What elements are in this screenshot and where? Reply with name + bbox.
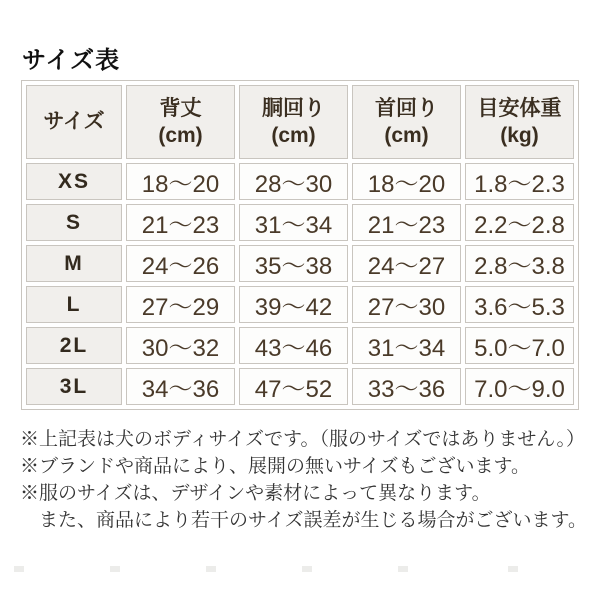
neck-value: 24〜27 <box>352 245 461 282</box>
weight-value: 2.2〜2.8 <box>465 204 574 241</box>
back-length-value: 34〜36 <box>126 368 235 405</box>
neck-value: 18〜20 <box>352 163 461 200</box>
table-row-2l <box>26 327 574 364</box>
thumbnail-edge-mark <box>206 566 216 572</box>
footnote-line: ※服のサイズは、デザインや素材によって異なります。 <box>20 483 491 504</box>
col-header-neck: 首回り (cm) <box>352 85 461 159</box>
table-row-l <box>26 286 574 323</box>
footnote-line: また、商品により若干のサイズ誤差が生じる場合がございます。 <box>20 510 587 531</box>
size-label: M <box>26 245 122 282</box>
neck-value: 33〜36 <box>352 368 461 405</box>
cropped-thumbnail-strip <box>0 566 600 574</box>
col-header-size <box>26 85 122 159</box>
neck-value: 27〜30 <box>352 286 461 323</box>
footnote-line: ※上記表は犬のボディサイズです。（服のサイズではありません。） <box>20 429 586 450</box>
col-header-size-label: サイズ <box>43 110 105 134</box>
girth-value: 28〜30 <box>239 163 348 200</box>
size-label: L <box>26 286 122 323</box>
size-label: S <box>26 204 122 241</box>
col-header-girth: 胴回り (cm) <box>239 85 348 159</box>
neck-value: 31〜34 <box>352 327 461 364</box>
weight-value: 3.6〜5.3 <box>465 286 574 323</box>
table-row-3l <box>26 368 574 405</box>
footnotes <box>20 426 595 534</box>
col-header-weight: 目安体重 (kg) <box>465 85 574 159</box>
back-length-value: 27〜29 <box>126 286 235 323</box>
size-label: 2L <box>26 327 122 364</box>
size-label: 3L <box>26 368 122 405</box>
back-length-value: 30〜32 <box>126 327 235 364</box>
size-label: XS <box>26 163 122 200</box>
back-length-value: 24〜26 <box>126 245 235 282</box>
girth-value: 31〜34 <box>239 204 348 241</box>
thumbnail-edge-mark <box>110 566 120 572</box>
girth-value: 43〜46 <box>239 327 348 364</box>
col-header-back-length: 背丈 (cm) <box>126 85 235 159</box>
weight-value: 7.0〜9.0 <box>465 368 574 405</box>
size-table <box>21 80 579 410</box>
thumbnail-edge-mark <box>14 566 24 572</box>
thumbnail-edge-mark <box>398 566 408 572</box>
weight-value: 2.8〜3.8 <box>465 245 574 282</box>
girth-value: 47〜52 <box>239 368 348 405</box>
table-row-s <box>26 204 574 241</box>
page-title: サイズ表 <box>22 47 121 74</box>
back-length-value: 18〜20 <box>126 163 235 200</box>
table-row-m <box>26 245 574 282</box>
back-length-value: 21〜23 <box>126 204 235 241</box>
weight-value: 1.8〜2.3 <box>465 163 574 200</box>
weight-value: 5.0〜7.0 <box>465 327 574 364</box>
thumbnail-edge-mark <box>302 566 312 572</box>
footnote-line: ※ブランドや商品により、展開の無いサイズもございます。 <box>20 456 530 477</box>
table-row-xs <box>26 163 574 200</box>
thumbnail-edge-mark <box>508 566 518 572</box>
girth-value: 35〜38 <box>239 245 348 282</box>
girth-value: 39〜42 <box>239 286 348 323</box>
table-header-row <box>26 85 574 159</box>
neck-value: 21〜23 <box>352 204 461 241</box>
